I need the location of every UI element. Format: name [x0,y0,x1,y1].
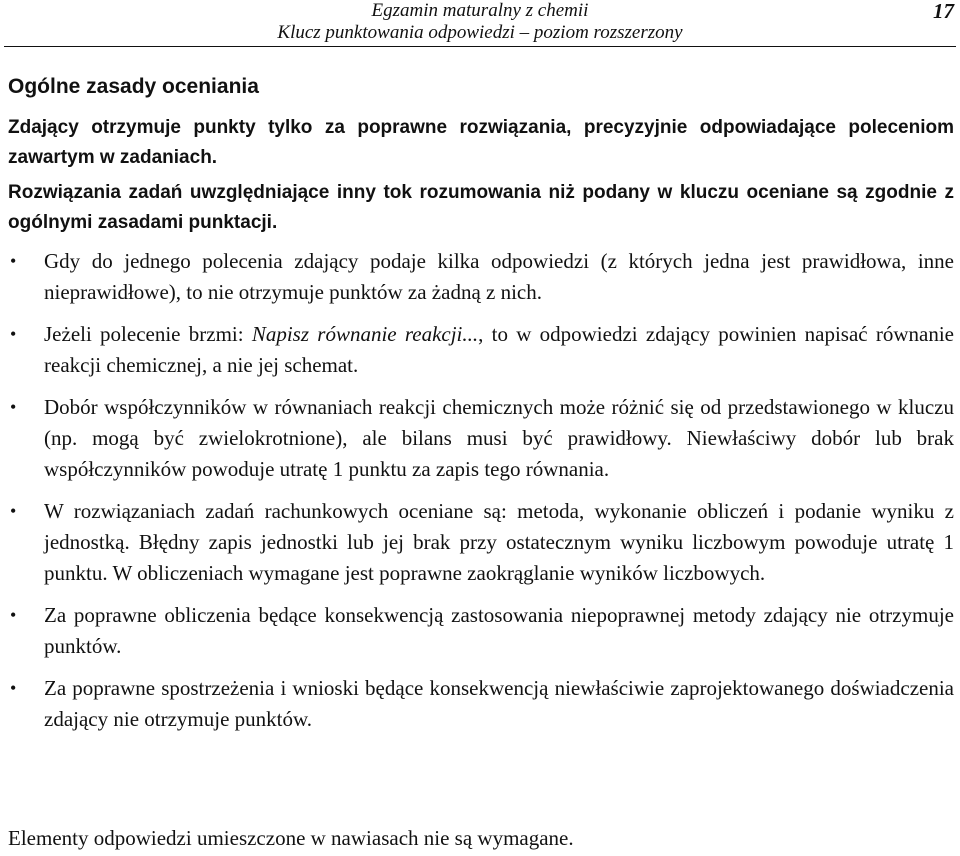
section-title: Ogólne zasady oceniania [8,75,259,98]
rule-item-wrong-experiment [0,673,960,735]
rule-text-before: Jeżeli polecenie brzmi: [44,322,252,346]
rule-text: Za poprawne spostrzeżenia i wnioski będące konsekwencją niewłaściwie zaprojektowanego doświadczenia zdający nie otrzymuje punktów. [44,676,954,731]
header-divider [4,46,956,47]
bullet-icon: • [10,678,17,698]
rule-text [44,322,954,377]
rule-text-after: , to w odpowiedzi zdający powinien napisać równanie reakcji chemicznej, a nie jej schemat. [44,322,955,377]
rule-item-multiple-answers [0,246,960,308]
rule-item-wrong-method [0,600,960,662]
bullet-icon: • [10,251,17,271]
header-exam-title: Egzamin maturalny z chemii [371,0,589,21]
rules-list [0,246,960,735]
rule-item-calculations [0,496,960,589]
rule-text: Gdy do jednego polecenia zdający podaje kilka odpowiedzi (z których jedna jest prawidłowa, inne nieprawidłowe), to nie otrzymuje punktów za żadną z nich. [44,249,954,304]
bullet-icon: • [10,397,17,417]
bold-paragraph-scoring: Zdający otrzymuje punkty tylko za poprawne rozwiązania, precyzyjnie odpowiadające poleceniom zawartym w zadaniach. [8,117,954,168]
rule-item-coefficients [0,392,960,485]
bullet-icon: • [10,324,17,344]
footer-note: Elementy odpowiedzi umieszczone w nawiasach nie są wymagane. [8,826,574,850]
bullet-icon: • [10,501,17,521]
rule-text: W rozwiązaniach zadań rachunkowych oceniane są: metoda, wykonanie obliczeń i podanie wyniku z jednostką. Błędny zapis jednostki lub jej brak przy ostatecznym wyniku liczbowym powoduje utratę 1 punktu. W obliczeniach wymagane jest poprawne zaokrąglanie wyników liczbowych. [44,499,954,585]
rule-item-reaction-equation [0,319,960,381]
page-number: 17 [933,0,954,23]
rule-text-italic: Napisz równanie reakcji... [251,322,479,346]
rule-text: Dobór współczynników w równaniach reakcji chemicznych może różnić się od przedstawionego w kluczu (np. mogą być zwielokrotnione), ale bilans musi być prawidłowy. Niewłaściwy dobór lub brak współczynników powoduje utratę 1 punktu za zapis tego równania. [44,395,954,481]
page-header [0,0,960,48]
bullet-icon: • [10,605,17,625]
header-key-subtitle: Klucz punktowania odpowiedzi – poziom rozszerzony [277,22,683,43]
rule-text: Za poprawne obliczenia będące konsekwencją zastosowania niepoprawnej metody zdający nie otrzymuje punktów. [44,603,954,658]
bold-paragraph-alternative-solutions: Rozwiązania zadań uwzględniające inny tok rozumowania niż podany w kluczu oceniane są zgodnie z ogólnymi zasadami punktacji. [8,182,954,233]
